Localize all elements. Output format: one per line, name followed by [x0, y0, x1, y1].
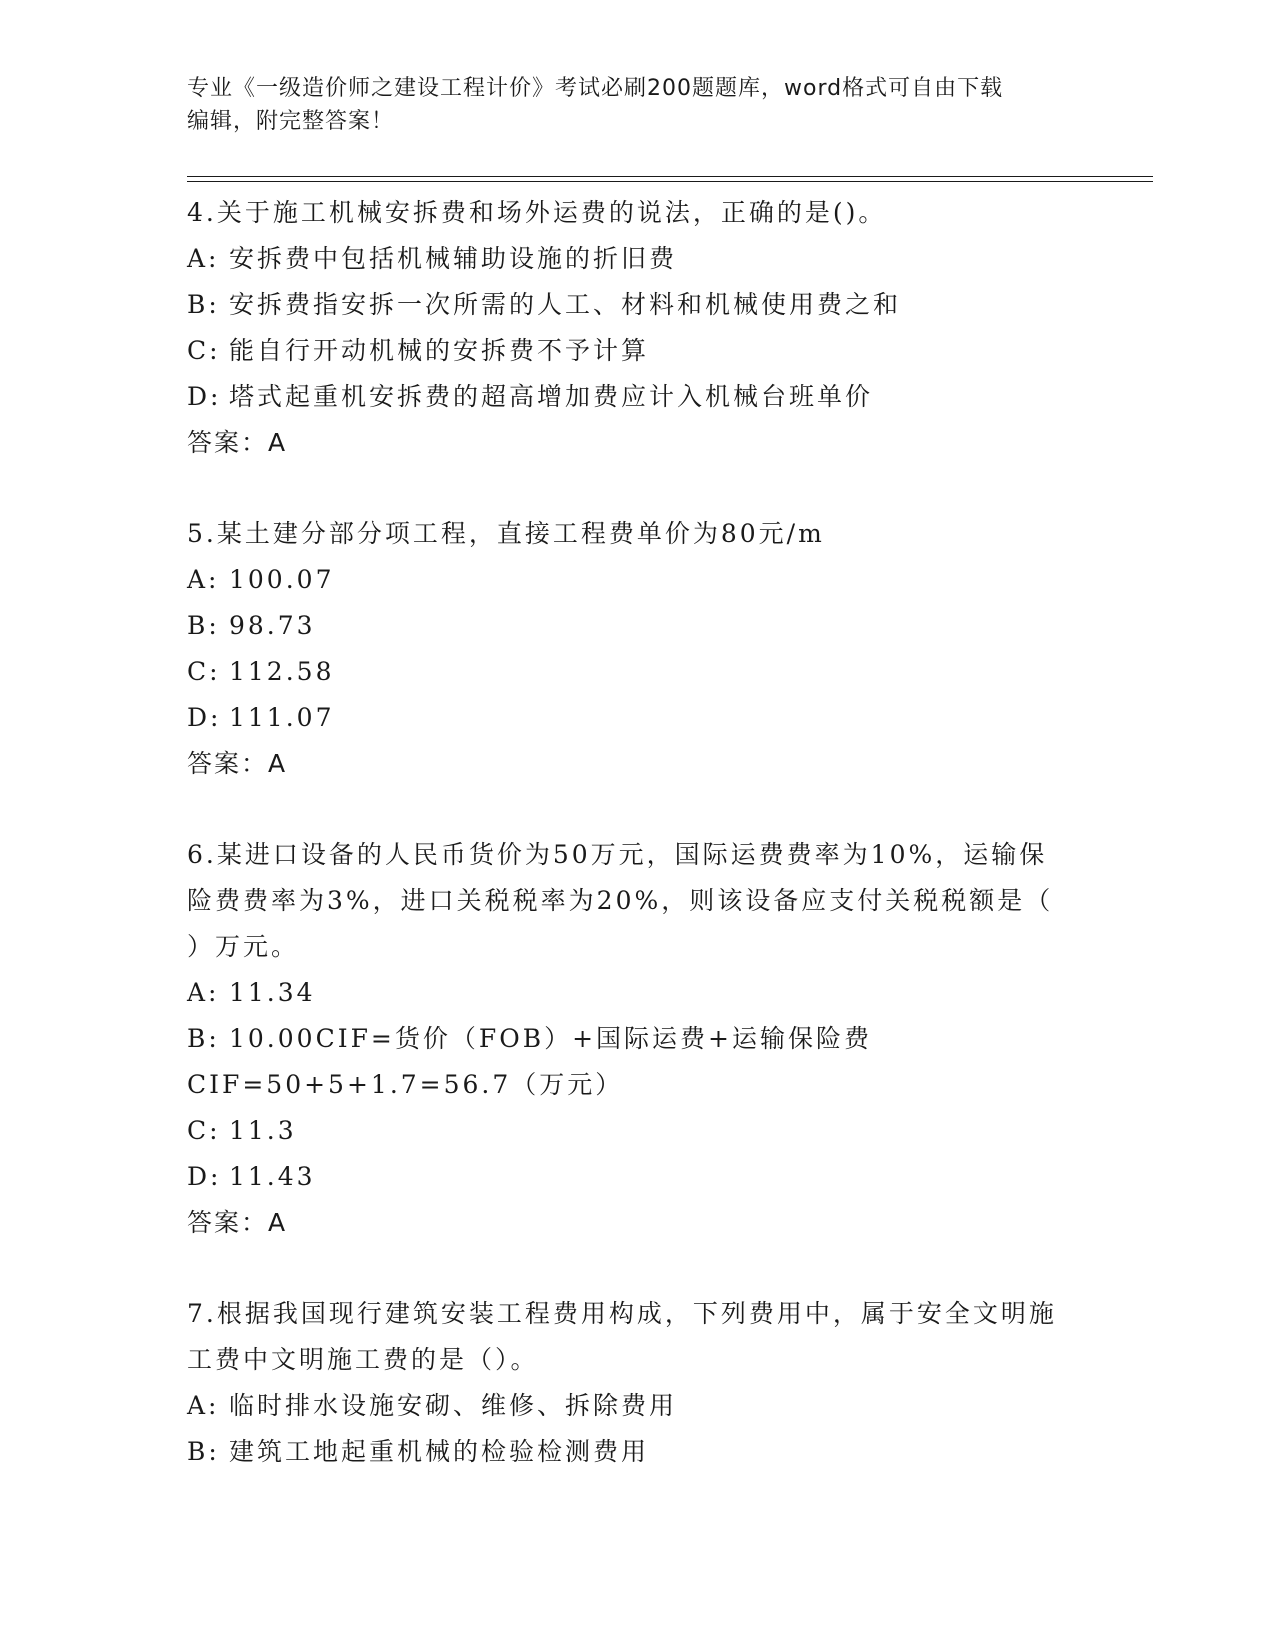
option-a: [187, 557, 1067, 603]
header-divider-bottom: [187, 181, 1153, 182]
option-letter: D:: [187, 1162, 222, 1191]
option-a: [187, 236, 1067, 282]
header-line-2: 编辑，附完整答案！: [187, 109, 395, 134]
header-line-1: 专业《一级造价师之建设工程计价》考试必刷200题题库，word格式可自由下载: [187, 76, 1004, 101]
option-text: 塔式起重机安拆费的超高增加费应计入机械台班单价: [229, 382, 874, 411]
option-text: 11.43: [229, 1162, 316, 1191]
option-letter: A:: [187, 1391, 220, 1420]
option-letter: D:: [187, 382, 222, 411]
answer-line: 答案：A: [187, 428, 288, 457]
option-c: [187, 1108, 1067, 1154]
option-text: 98.73: [229, 611, 316, 640]
option-letter: D:: [187, 703, 222, 732]
option-d: [187, 695, 1067, 741]
option-c: [187, 328, 1067, 374]
question-text: 7.根据我国现行建筑安装工程费用构成，下列费用中，属于安全文明施工费中文明施工费的是（）。: [187, 1299, 1057, 1374]
question-4: [187, 190, 1067, 466]
option-a: [187, 970, 1067, 1016]
option-text: 11.34: [229, 978, 316, 1007]
option-b: [187, 282, 1067, 328]
option-c: [187, 649, 1067, 695]
option-letter: B:: [187, 611, 220, 640]
option-letter: B:: [187, 1437, 220, 1466]
option-letter: C:: [187, 1116, 221, 1145]
question-text: 4.关于施工机械安拆费和场外运费的说法，正确的是()。: [187, 198, 887, 227]
question-spacer: [187, 466, 1067, 511]
option-a: [187, 1383, 1067, 1429]
question-spacer: [187, 1246, 1067, 1291]
option-letter: A:: [187, 244, 220, 273]
option-b: [187, 603, 1067, 649]
option-letter: B:: [187, 1024, 220, 1053]
option-text: 能自行开动机械的安拆费不予计算: [229, 336, 650, 365]
question-list: [187, 190, 1067, 1475]
question-spacer: [187, 787, 1067, 832]
option-letter: C:: [187, 657, 221, 686]
question-text: 6.某进口设备的人民币货价为50万元，国际运费费率为10%，运输保险费费率为3%，进口关税税率为20%，则该设备应支付关税税额是（ ）万元。: [187, 840, 1054, 961]
answer-line: 答案：A: [187, 1208, 288, 1237]
header-divider-top: [187, 176, 1153, 177]
option-text: 111.07: [229, 703, 335, 732]
option-text: 100.07: [229, 565, 335, 594]
option-d: [187, 374, 1067, 420]
option-b: [187, 1016, 1067, 1108]
question-6: [187, 832, 1067, 1246]
question-5: [187, 511, 1067, 787]
option-text: 安拆费指安拆一次所需的人工、材料和机械使用费之和: [229, 290, 902, 319]
option-text: 安拆费中包括机械辅助设施的折旧费: [229, 244, 678, 273]
document-header: [187, 72, 1067, 138]
option-text: 11.3: [229, 1116, 297, 1145]
option-letter: A:: [187, 565, 220, 594]
option-letter: C:: [187, 336, 221, 365]
question-text: 5.某土建分部分项工程，直接工程费单价为80元/m: [187, 519, 825, 548]
option-text: 建筑工地起重机械的检验检测费用: [229, 1437, 650, 1466]
option-text: 临时排水设施安砌、维修、拆除费用: [229, 1391, 678, 1420]
option-b: [187, 1429, 1067, 1475]
option-text: 10.00CIF=货价（FOB）+国际运费+运输保险费CIF=50+5+1.7=56.7（万元）: [187, 1024, 872, 1099]
answer-line: 答案：A: [187, 749, 288, 778]
question-7: [187, 1291, 1067, 1475]
option-letter: A:: [187, 978, 220, 1007]
option-d: [187, 1154, 1067, 1200]
option-letter: B:: [187, 290, 220, 319]
option-text: 112.58: [229, 657, 335, 686]
